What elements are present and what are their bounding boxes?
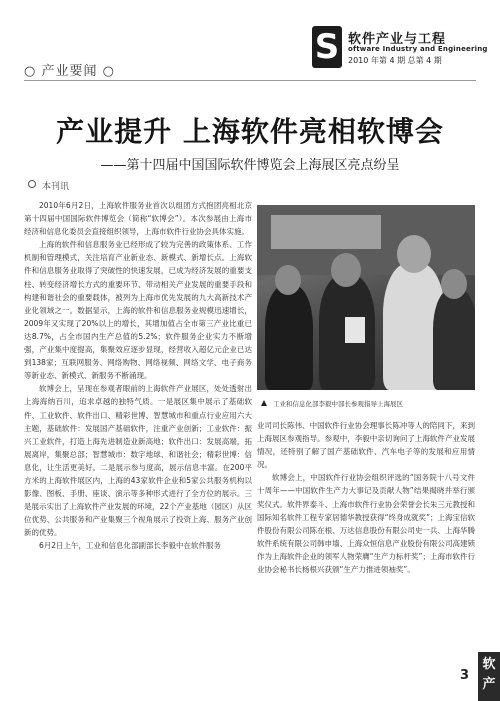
photo-head — [441, 269, 467, 299]
byline-text: 本刊讯 — [42, 182, 70, 192]
photo-head — [275, 265, 301, 295]
journal-title: 软件产业与工程 — [348, 32, 447, 47]
paragraph: 软博会上，呈现在参观者眼前的上海软件产业展区，处处透射出上海海纳百川，追求卓越的独特气质。一是展区集中展示了基础软件、工业软件、软件出口、精彩世博、智慧城市和重点行业应用六大主题，基础软件：发展国产基础软件，注重产业创新；工业软件：振兴工业软件，打造上海先进制造业新高地；软件出口：发展高端，拓展离岸，集聚总部；智慧城市：数字地球、和谐社会；精彩世博：信息化，让生活更美好。二是展示参与度高，展示信息丰富。在200平方米的上海软件展区内，上海的43家软件企业和5家公共服务机构以影像、图板、手册、座谈、演示等多种形式进行了全方位的展示。三是展示实出了上海软件产业发展的环境，22个产业基地（园区）从区位优势、公共服务和产业集聚三个视角展示了投资上海、服务产业创新的优势。 — [24, 384, 252, 538]
photo-caption — [261, 399, 475, 408]
side-tab: 软 产 — [478, 652, 500, 701]
paragraph: 2010年6月2日，上海软件服务业首次以组团方式抱团亮相北京第十四届中国国际软件博览会（简称“软博会”）。本次参展由上海市经济和信息化委员会直接组织领导，上海市软件行业协会具体实施。 — [24, 201, 252, 237]
paragraph: 业司司长陈伟、中国软件行业协会理事长陈冲等人的陪同下，来到上海展区参观指导。参观中，李毅中亲切询问了上海软件产业发展情况，还特别了解了国产基础软件、汽车电子等的发展和应用情况。 — [257, 421, 475, 470]
photo-banner — [271, 215, 381, 249]
paragraph: 软博会上，中国软件行业协会组织评选的“国务院十八号文件十周年——中国软件生产力大事记及贡献人物”结果揭晓并举行颁奖仪式。软件界泰斗、上海市软件行业协会荣誉会长朱三元教授和国际知名软件工程专家居德华教授获得“终身成就奖”；上海宝信软件股份有限公司陈在根、万达信息股份有限公司史一兵、上海华腾软件系统有限公司韩申墙、上海众恒信息产业股份有限公司高建锁作为上海软件企业的领军人物荣膺“生产力标杆奖”；上海市软件行业协会秘书长杨根兴获颁“生产力推进领袖奖”。 — [257, 473, 475, 575]
left-column — [24, 199, 252, 553]
page-number: 3 — [460, 668, 470, 683]
paragraph: 上海的软件和信息服务业已经形成了较为完善的政策体系、工作机制和管理模式，关注培育产业新业态、新模式、新增长点。上海软件和信息服务业取得了突破性的快速发展，已成为经济发展的重要支柱、转变经济增长方式的重要环节、带动相关产业发展的重要手段和构建和谐社会的重要载体，被列为上海市优先发展的九大高新技术产业化领域之一。数据显示，上海的软件和信息服务业规模迅速增长，2009年又实现了20%以上的增长，其增加值占全市第三产业比重已达8.7%，占全市国内生产总值的5.2%；软件服务企业实力不断增强，产业集中度提高，集聚效应逐步显现，经营收入超亿元企业已达到138家；互联网服务、网络购物、网络视频、网络文学、电子商务等新业态、新模式、新服务不断涌现。 — [24, 240, 252, 381]
photo-head — [331, 253, 361, 287]
photo-person — [265, 285, 313, 390]
article-headline: 产业提升 上海软件亮相软博会 — [56, 115, 444, 148]
photo-person — [433, 289, 475, 390]
masthead — [312, 26, 492, 68]
article-subheadline: ——第十四届中国国际软件博览会上海展区亮点纷呈 — [100, 158, 400, 173]
paragraph: 6月2日上午，工业和信息化部副部长李毅中在软件服务 — [39, 541, 222, 551]
journal-logo: S — [312, 26, 342, 68]
caption-text: 工业和信息化部李毅中部长参观指导上海展区 — [273, 400, 403, 408]
photo-badge — [345, 317, 365, 343]
triangle-marker-icon — [261, 400, 267, 406]
issue-info: 2010 年第 4 期 总第 4 期 — [348, 56, 442, 65]
header-rule — [24, 80, 476, 81]
byline — [28, 179, 69, 192]
column-tag: ○ 产业要闻 ○ — [24, 64, 115, 79]
bullet-circle-icon — [28, 180, 36, 188]
journal-subtitle: oftware Industry and Engineering — [348, 45, 488, 53]
event-photo — [257, 205, 475, 390]
right-column — [257, 419, 475, 576]
photo-head — [397, 235, 431, 273]
